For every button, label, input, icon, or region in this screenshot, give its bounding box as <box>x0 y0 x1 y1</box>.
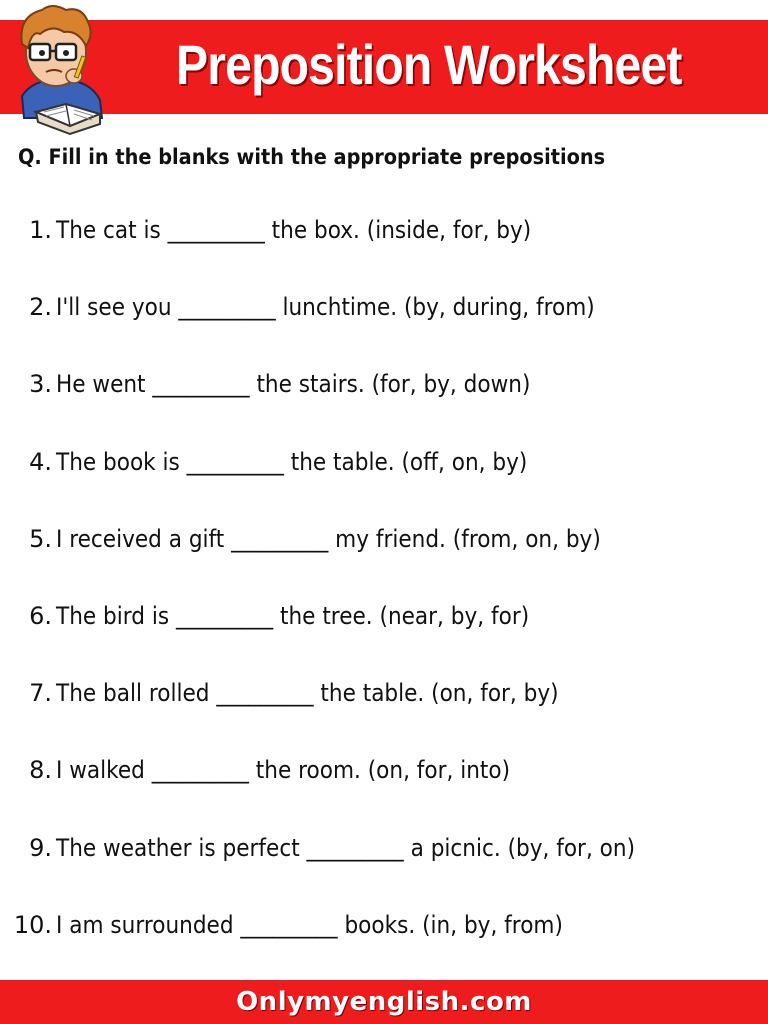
exercise-item <box>0 594 768 671</box>
item-number: 4. <box>29 447 52 476</box>
item-number: 2. <box>29 293 52 322</box>
exercise-item <box>0 903 768 980</box>
item-number: 8. <box>29 756 52 785</box>
exercise-item <box>0 285 768 362</box>
item-number: 10. <box>13 910 52 939</box>
exercise-item <box>0 208 768 285</box>
exercise-list <box>0 208 768 980</box>
item-number: 5. <box>29 524 52 553</box>
footer-banner <box>0 980 768 1024</box>
item-text: The cat is _________ the box. (inside, for, by) <box>56 216 532 244</box>
item-text: The weather is perfect _________ a picnic. (by, for, on) <box>56 833 636 862</box>
footer-site-link[interactable]: Onlymyenglish.com <box>236 987 532 1017</box>
exercise-item <box>0 362 768 439</box>
item-number: 7. <box>29 679 52 708</box>
item-text: I received a gift _________ my friend. (from, on, by) <box>56 524 601 553</box>
item-text: The book is _________ the table. (off, on, by) <box>56 447 528 476</box>
exercise-item <box>0 826 768 903</box>
exercise-item <box>0 671 768 748</box>
cartoon-boy-reading-book-icon <box>4 0 124 146</box>
item-text: The ball rolled _________ the table. (on, for, by) <box>56 679 559 708</box>
item-text: I am surrounded _________ books. (in, by, from) <box>56 910 563 939</box>
exercise-item <box>0 517 768 594</box>
item-number: 1. <box>29 216 52 244</box>
worksheet-title: Preposition Worksheet <box>176 33 682 96</box>
item-number: 3. <box>29 370 52 399</box>
item-text: The bird is _________ the tree. (near, by, for) <box>56 601 530 630</box>
exercise-item <box>0 748 768 825</box>
item-text: He went _________ the stairs. (for, by, down) <box>56 370 531 399</box>
exercise-item <box>0 440 768 517</box>
item-text: I walked _________ the room. (on, for, into) <box>56 756 511 785</box>
question-instruction: Q. Fill in the blanks with the appropriate prepositions <box>18 145 606 169</box>
item-text: I'll see you _________ lunchtime. (by, during, from) <box>56 293 595 322</box>
item-number: 6. <box>29 601 52 630</box>
item-number: 9. <box>29 833 52 862</box>
